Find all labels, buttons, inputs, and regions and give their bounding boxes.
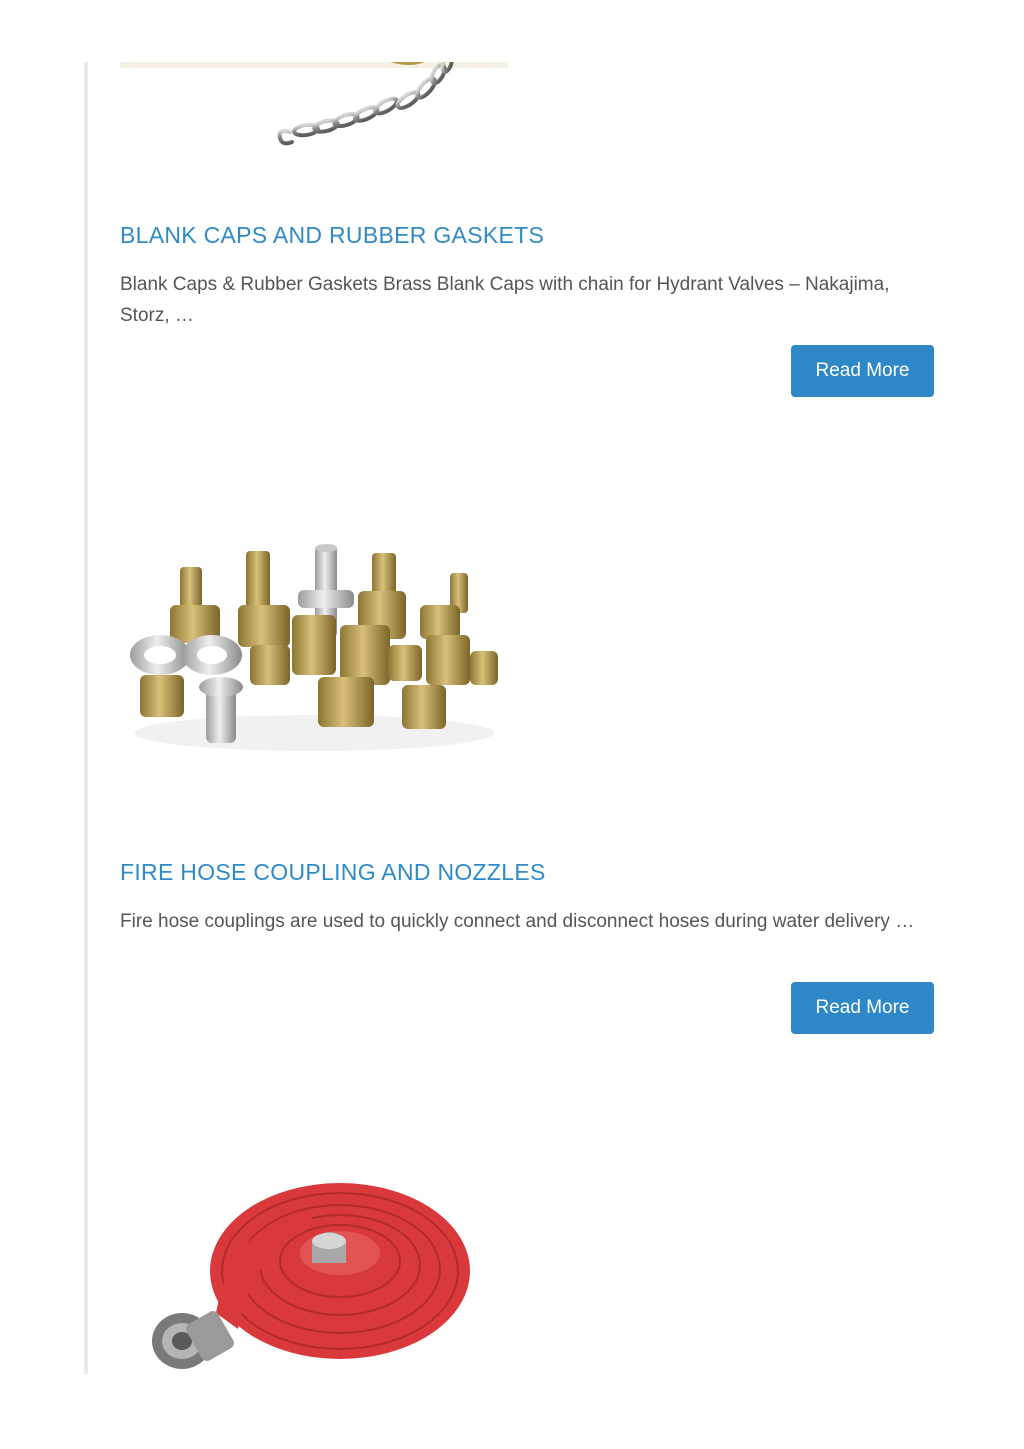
post-thumbnail-couplings[interactable] xyxy=(120,455,508,841)
post-thumbnail-fire-hose[interactable] xyxy=(120,1093,508,1374)
post-excerpt: Blank Caps & Rubber Gaskets Brass Blank Caps with chain for Hydrant Valves – Nakajima, Storz, … xyxy=(120,274,890,326)
read-more-button[interactable]: Read More xyxy=(791,345,934,397)
post-title[interactable]: BLANK CAPS AND RUBBER GASKETS xyxy=(120,222,545,248)
fire-hose-image xyxy=(120,1093,508,1374)
couplings-image xyxy=(120,455,508,841)
post-excerpt: Fire hose couplings are used to quickly connect and disconnect hoses during water delivery … xyxy=(120,911,915,932)
chain-image xyxy=(120,62,508,204)
left-border-rail xyxy=(84,62,88,1374)
read-more-button[interactable]: Read More xyxy=(791,982,934,1034)
post-title[interactable]: FIRE HOSE COUPLING AND NOZZLES xyxy=(120,859,546,885)
post-thumbnail-chain[interactable] xyxy=(120,62,508,204)
